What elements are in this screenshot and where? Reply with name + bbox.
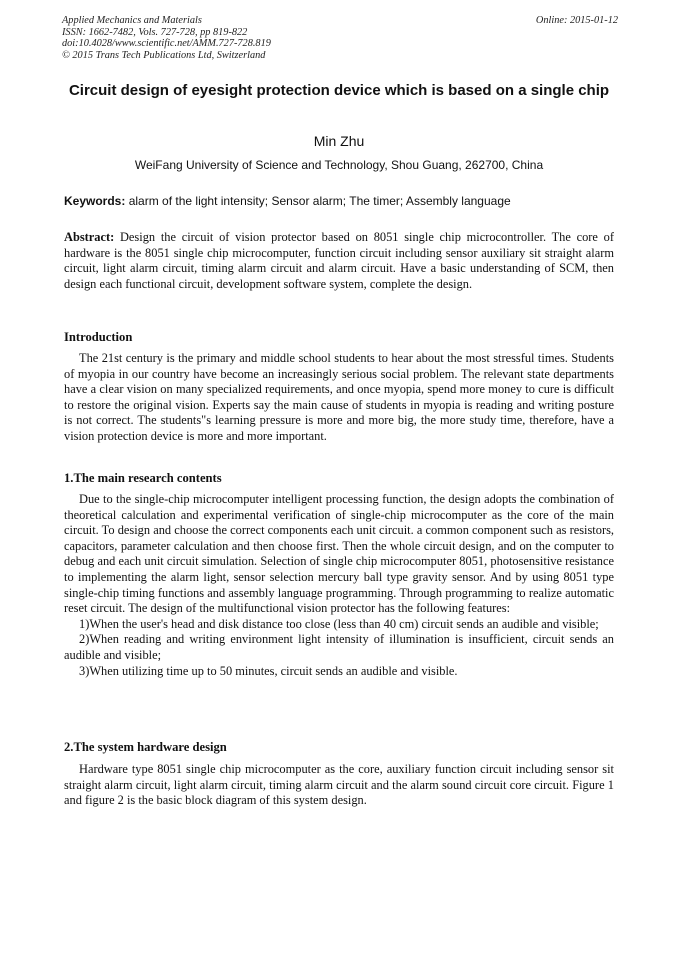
feature-item-3: 3)When utilizing time up to 50 minutes, circuit sends an audible and visible. xyxy=(79,663,458,678)
affiliation: WeiFang University of Science and Technology, Shou Guang, 262700, China xyxy=(134,158,544,172)
author-name: Min Zhu xyxy=(313,133,365,149)
research-contents-body xyxy=(64,492,614,679)
keywords-label: Keywords: xyxy=(64,194,126,208)
doi-line: doi:10.4028/www.scientific.net/AMM.727-728.819 xyxy=(62,38,271,50)
section-heading-research-contents: 1.The main research contents xyxy=(64,471,222,485)
abstract xyxy=(64,230,614,292)
journal-name: Applied Mechanics and Materials xyxy=(62,15,202,26)
hardware-paragraph: Hardware type 8051 single chip microcomputer as the core, auxiliary function circuit including sensor sit straight alarm circuit, light alarm circuit, timing alarm circuit and the alarm sound circuit core circuit. Figure 1 and figure 2 is the basic block diagram of this system design. xyxy=(64,762,614,808)
keywords-text: alarm of the light intensity; Sensor alarm; The timer; Assembly language xyxy=(128,194,511,208)
keywords xyxy=(64,193,618,209)
hardware-design-body xyxy=(64,762,614,809)
abstract-text: Design the circuit of vision protector based on 8051 single chip microcontroller. The core of hardware is the 8051 single chip microcomputer, function circuit including sensor auxiliary sit straight alarm circuit, light alarm circuit, timing alarm circuit and alarm circuit. Have a basic understanding of SCM, then design each functional circuit, development software system, complete the design. xyxy=(64,230,614,291)
copyright-line: © 2015 Trans Tech Publications Ltd, Switzerland xyxy=(62,49,266,61)
online-date: Online: 2015-01-12 xyxy=(535,15,618,26)
feature-item-1: 1)When the user's head and disk distance too close (less than 40 cm) circuit sends an audible and visible; xyxy=(79,616,599,631)
journal-header xyxy=(62,15,618,61)
section-heading-hardware-design: 2.The system hardware design xyxy=(64,740,227,754)
introduction-paragraph: The 21st century is the primary and middle school students to hear about the most stressful times. Students of myopia in our country have become an increasingly serious social problem. The relevant state departments have a clear vision on many specialized requirements, and once myopia, spend more money to cure is difficult to restore the original vision. Experts say the main cause of students in myopia is reading and writing posture is not correct. The students"s learning pressure is more and more big, the more study time, therefore, have a vision protection device is more and more important. xyxy=(64,351,614,443)
introduction-body xyxy=(64,351,614,445)
paper-title: Circuit design of eyesight protection device which is based on a single chip xyxy=(68,82,610,99)
issn-line: ISSN: 1662-7482, Vols. 727-728, pp 819-822 xyxy=(62,26,248,38)
abstract-label: Abstract: xyxy=(64,230,115,244)
section-heading-introduction: Introduction xyxy=(64,330,133,344)
feature-item-2: 2)When reading and writing environment light intensity of illumination is insufficient, circuit sends an audible and visible; xyxy=(64,632,614,662)
research-paragraph: Due to the single-chip microcomputer intelligent processing function, the design adopts the combination of theoretical calculation and experimental verification of single-chip microcomputer as the core of the main circuit. To design and choose the correct components each unit circuit. a common component such as resistors, capacitors, parameter calculation and then choose first. Then the whole circuit design, and on the computer to debug and each unit circuit simulation. Selection of single chip microcomputer 8051, photosensitive resistance to implementing the alarm light, sensor selection mercury ball type gravity sensor. And by using 8051 type single-chip timing functions and assembly language programming. Through programming to realize automatic reset circuit. The design of the multifunctional vision protector has the following features: xyxy=(64,492,614,616)
